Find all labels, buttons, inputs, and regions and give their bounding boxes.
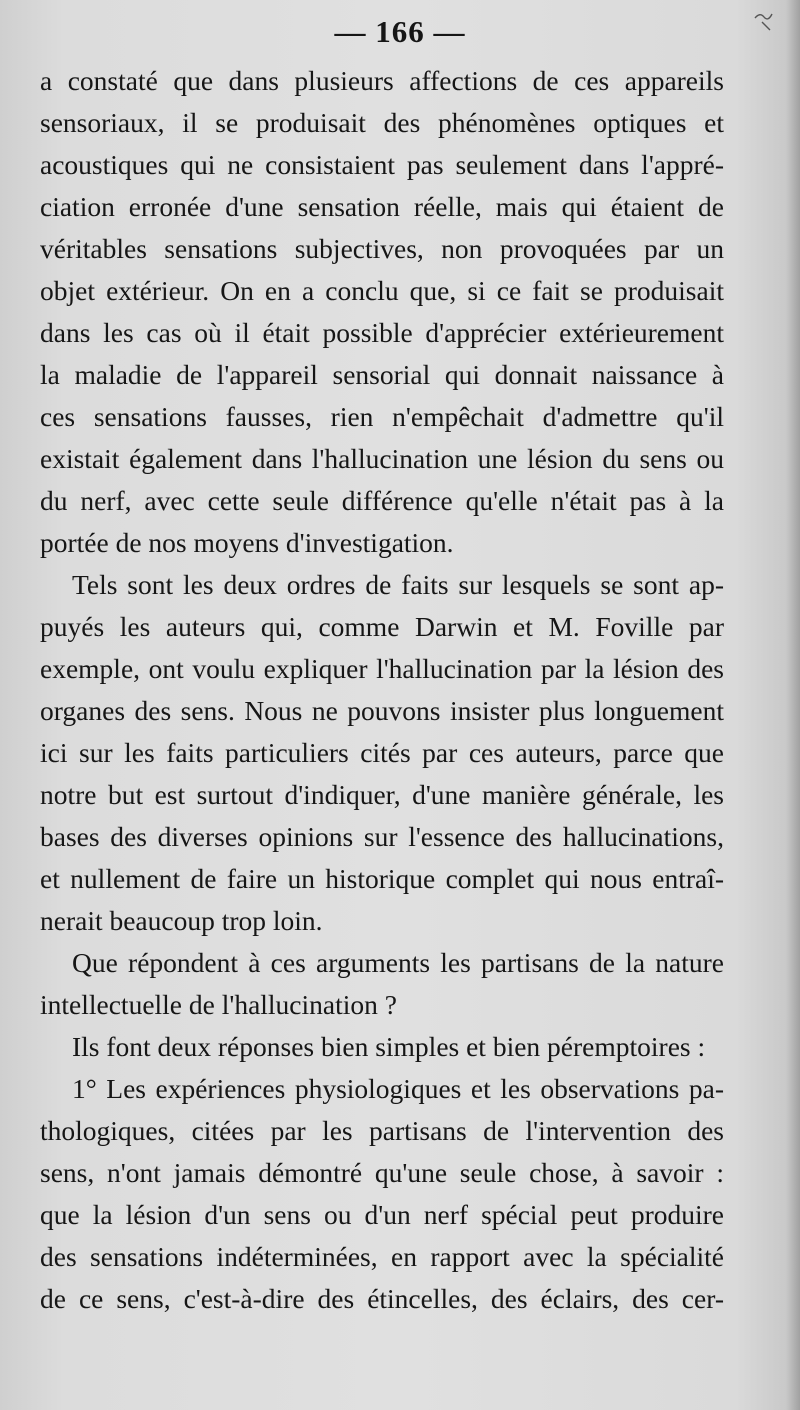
text-line: ces sensations fausses, rien n'empêchait d'admettre qu'il (40, 401, 724, 432)
text-line: la maladie de l'appareil sensorial qui donnait naissance à (40, 359, 724, 390)
text-line: ici sur les faits particuliers cités par ces auteurs, parce que (40, 737, 724, 768)
text-line: bases des diverses opinions sur l'essence des hallucinations, (40, 821, 724, 852)
text-line: puyés les auteurs qui, comme Darwin et M. Foville par (40, 611, 724, 642)
text-line: que la lésion d'un sens ou d'un nerf spécial peut produire (40, 1199, 724, 1230)
text-line: Tels sont les deux ordres de faits sur lesquels se sont ap- (72, 569, 724, 600)
text-line: sens, n'ont jamais démontré qu'une seule chose, à savoir : (40, 1157, 724, 1188)
text-line: 1° Les expériences physiologiques et les observations pa- (72, 1073, 724, 1104)
text-line: dans les cas où il était possible d'apprécier extérieurement (40, 317, 724, 348)
text-line: véritables sensations subjectives, non provoquées par un (40, 233, 724, 264)
text-line: et nullement de faire un historique complet qui nous entraî- (40, 863, 724, 894)
text-line: intellectuelle de l'hallucination ? (40, 989, 397, 1020)
text-line: thologiques, citées par les partisans de l'intervention des (40, 1115, 724, 1146)
text-line: objet extérieur. On en a conclu que, si ce fait se produisait (40, 275, 724, 306)
text-line: des sensations indéterminées, en rapport avec la spécialité (40, 1241, 724, 1272)
text-line: acoustiques qui ne consistaient pas seulement dans l'appré- (40, 149, 724, 180)
text-line: organes des sens. Nous ne pouvons insister plus longuement (40, 695, 724, 726)
text-line: sensoriaux, il se produisait des phénomènes optiques et (40, 107, 724, 138)
text-line: Ils font deux réponses bien simples et bien péremptoires : (72, 1031, 706, 1062)
page-number: — 166 — (334, 14, 466, 49)
text-line: nerait beaucoup trop loin. (40, 905, 323, 936)
text-line: du nerf, avec cette seule différence qu'elle n'était pas à la (40, 485, 724, 516)
body-text (40, 60, 724, 1320)
text-line: Que répondent à ces arguments les partisans de la nature (72, 947, 724, 978)
text-line: de ce sens, c'est-à-dire des étincelles, des éclairs, des cer- (40, 1283, 724, 1314)
text-line: exemple, ont voulu expliquer l'hallucination par la lésion des (40, 653, 724, 684)
text-line: portée de nos moyens d'investigation. (40, 527, 454, 558)
text-line: a constaté que dans plusieurs affections de ces appareils (40, 65, 724, 96)
text-line: ciation erronée d'une sensation réelle, mais qui étaient de (40, 191, 724, 222)
text-line: existait également dans l'hallucination une lésion du sens ou (40, 443, 724, 474)
text-line: notre but est surtout d'indiquer, d'une manière générale, les (40, 779, 724, 810)
pencil-mark-icon (752, 8, 778, 36)
